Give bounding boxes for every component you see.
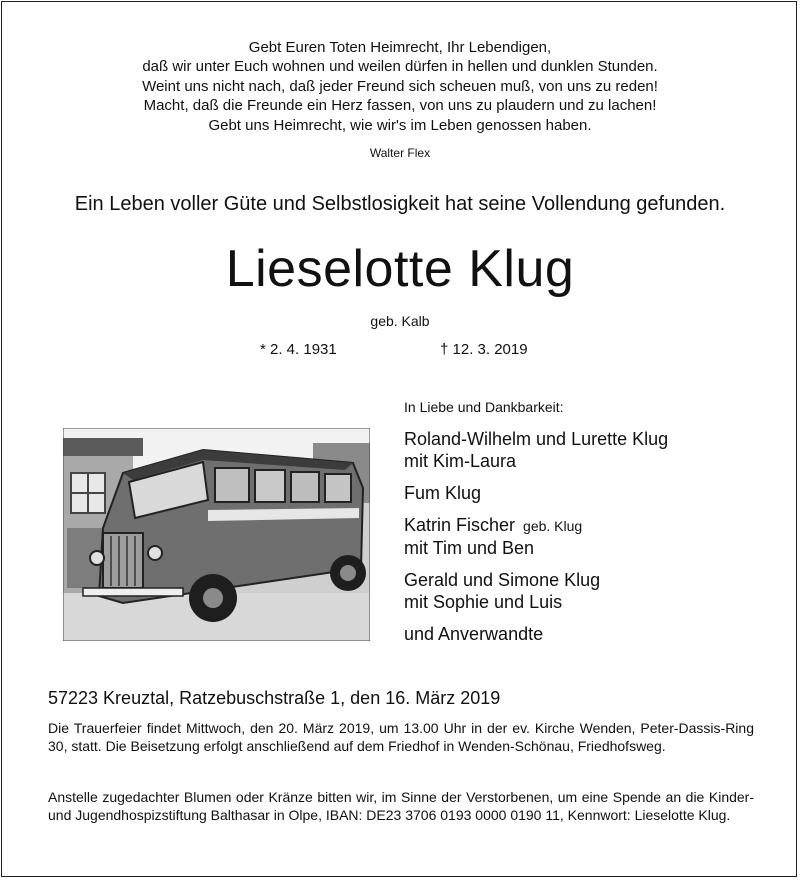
mourner-line: mit Tim und Ben <box>404 538 535 558</box>
mourner-line: Roland-Wilhelm und Lurette Klug <box>404 429 669 449</box>
poem-line: Macht, daß die Freunde ein Herz fassen, von uns zu plaudern und zu lachen! <box>143 97 657 115</box>
poem-line: Gebt Euren Toten Heimrecht, Ihr Lebendigen, <box>248 39 552 56</box>
mourner-line: mit Kim-Laura <box>404 451 517 471</box>
mourner-line <box>404 514 668 537</box>
birth-name: geb. Kalb <box>370 313 430 329</box>
death-date: † 12. 3. 2019 <box>440 341 528 358</box>
place-date: 57223 Kreuztal, Ratzebuschstraße 1, den 16. März 2019 <box>48 688 501 708</box>
poem-line: daß wir unter Euch wohnen und weilen dürfen in hellen und dunklen Stunden. <box>142 58 658 76</box>
vintage-bus-photo <box>63 428 370 641</box>
motto: Ein Leben voller Güte und Selbstlosigkeit hat seine Vollendung gefunden. <box>74 193 726 215</box>
poem-line: Gebt uns Heimrecht, wie wir's im Leben genossen haben. <box>208 116 592 134</box>
deceased-name: Lieselotte Klug <box>225 240 575 298</box>
mourner-group <box>404 569 668 613</box>
poem-line: Weint uns nicht nach, daß jeder Freund sich scheuen muß, von uns zu reden! <box>142 77 658 95</box>
mourner-group <box>404 428 668 472</box>
funeral-info: Die Trauerfeier findet Mittwoch, den 20. März 2019, um 13.00 Uhr in der ev. Kirche Wenden, Peter-Dassis-Ring 30, statt. Die Beisetzung erfolgt anschließend auf dem Friedhof in Wenden-Schönau, Friedhofsweg. <box>48 720 754 754</box>
mourner-group <box>404 623 668 645</box>
mourners-list <box>404 428 668 655</box>
mourner-line: Fum Klug <box>404 483 482 503</box>
mourner-name: Katrin Fischer <box>404 515 516 535</box>
poem-author: Walter Flex <box>369 146 431 160</box>
birth-date: * 2. 4. 1931 <box>260 341 337 358</box>
mourner-birth-name: geb. Klug <box>523 518 583 534</box>
mourner-group <box>404 482 668 504</box>
mourner-line: mit Sophie und Luis <box>404 592 563 612</box>
mourner-group <box>404 514 668 559</box>
donation-info: Anstelle zugedachter Blumen oder Kränze bitten wir, im Sinne der Verstorbenen, um eine Spende an die Kinder- und Jugendhospizstiftung Balthasar in Olpe, IBAN: DE23 3706 0193 0000 0190 11, Kennwort: Lieselotte Klug. <box>48 789 754 823</box>
mourners-intro: In Liebe und Dankbarkeit: <box>404 399 564 415</box>
poem <box>0 38 800 135</box>
mourner-line: und Anverwandte <box>404 624 544 644</box>
mourner-line: Gerald und Simone Klug <box>404 570 601 590</box>
